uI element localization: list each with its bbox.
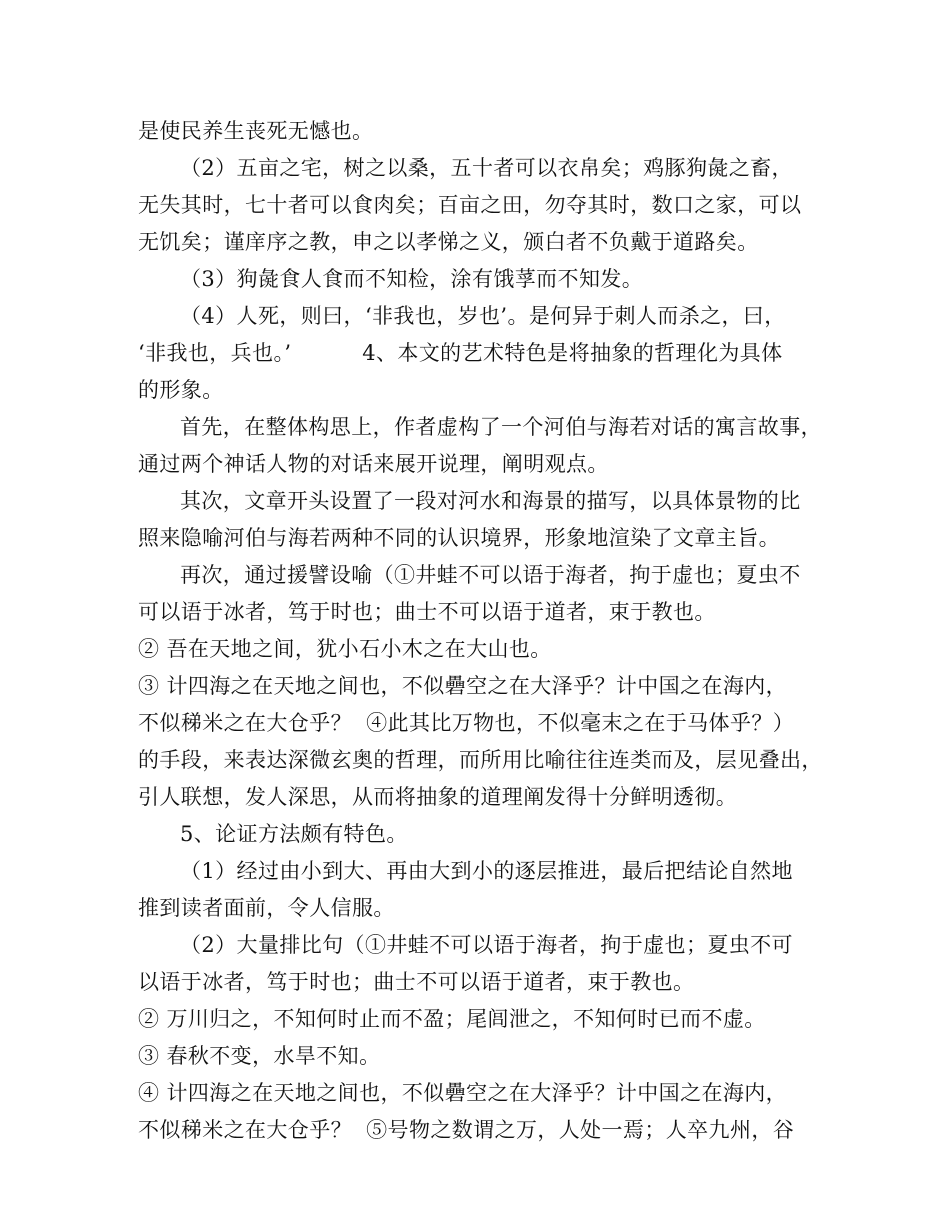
text-line: 是使民养生丧死无憾也。: [138, 119, 374, 143]
text-line: （2）五亩之宅，树之以桑，五十者可以衣帛矣；鸡豚狗彘之畜，: [180, 156, 793, 180]
text-line: 以语于冰者，笃于时也；曲士不可以语于道者，束于教也。: [138, 970, 695, 994]
text-line: 引人联想，发人深思，从而将抽象的道理阐发得十分鲜明透彻。: [138, 785, 738, 809]
text-line: 可以语于冰者，笃于时也；曲士不可以语于道者，束于教也。: [138, 600, 716, 624]
text-line: （4）人死，则曰，‘非我也，岁也’。是何异于刺人而杀之，曰，: [180, 304, 786, 328]
text-line: 不似稊米之在大仓乎？ ④此其比万物也，不似毫末之在于马体乎？）: [138, 711, 795, 735]
text-line: （2）大量排比句（①井蛙不可以语于海者，拘于虚也；夏虫不可: [180, 933, 793, 957]
text-line: 首先，在整体构思上，作者虚构了一个河伯与海若对话的寓言故事，: [180, 415, 822, 439]
text-line: 不似稊米之在大仓乎？ ⑤号物之数谓之万，人处一焉；人卒九州，谷: [138, 1118, 795, 1142]
text-line: 无失其时，七十者可以食肉矣；百亩之田，勿夺其时，数口之家，可以: [138, 193, 802, 217]
text-line: 的形象。: [138, 378, 224, 402]
text-line: ④ 计四海之在天地之间也，不似礨空之在大泽乎？计中国之在海内，: [138, 1081, 788, 1105]
text-line: （3）狗彘食人食而不知检，涂有饿莩而不知发。: [180, 267, 644, 291]
text-line: （1）经过由小到大、再由大到小的逐层推进，最后把结论自然地: [180, 859, 793, 883]
text-line: 照来隐喻河伯与海若两种不同的认识境界，形象地渲染了文章主旨。: [138, 526, 780, 550]
text-line: ② 吾在天地之间，犹小石小木之在大山也。: [138, 637, 552, 661]
text-line: 通过两个神话人物的对话来展开说理，阐明观点。: [138, 452, 609, 476]
text-line: ‘非我也，兵也。’ 4、本文的艺术特色是将抽象的哲理化为具体: [138, 341, 783, 365]
text-line: 5、论证方法颇有特色。: [180, 822, 408, 846]
text-line: 再次，通过援譬设喻（①井蛙不可以语于海者，拘于虚也；夏虫不: [180, 563, 801, 587]
text-line: 无饥矣；谨庠序之教，申之以孝悌之义，颁白者不负戴于道路矣。: [138, 230, 759, 254]
text-line: 的手段，来表达深微玄奥的哲理，而所用比喻往往连类而及，层见叠出，: [138, 748, 823, 772]
text-line: 推到读者面前，令人信服。: [138, 896, 395, 920]
text-line: 其次，文章开头设置了一段对河水和海景的描写，以具体景物的比: [180, 489, 801, 513]
text-line: ③ 计四海之在天地之间也，不似礨空之在大泽乎？计中国之在海内，: [138, 674, 788, 698]
text-line: ③ 春秋不变，水旱不知。: [138, 1044, 381, 1068]
text-line: ② 万川归之，不知何时止而不盈；尾闾泄之，不知何时已而不虚。: [138, 1007, 766, 1031]
